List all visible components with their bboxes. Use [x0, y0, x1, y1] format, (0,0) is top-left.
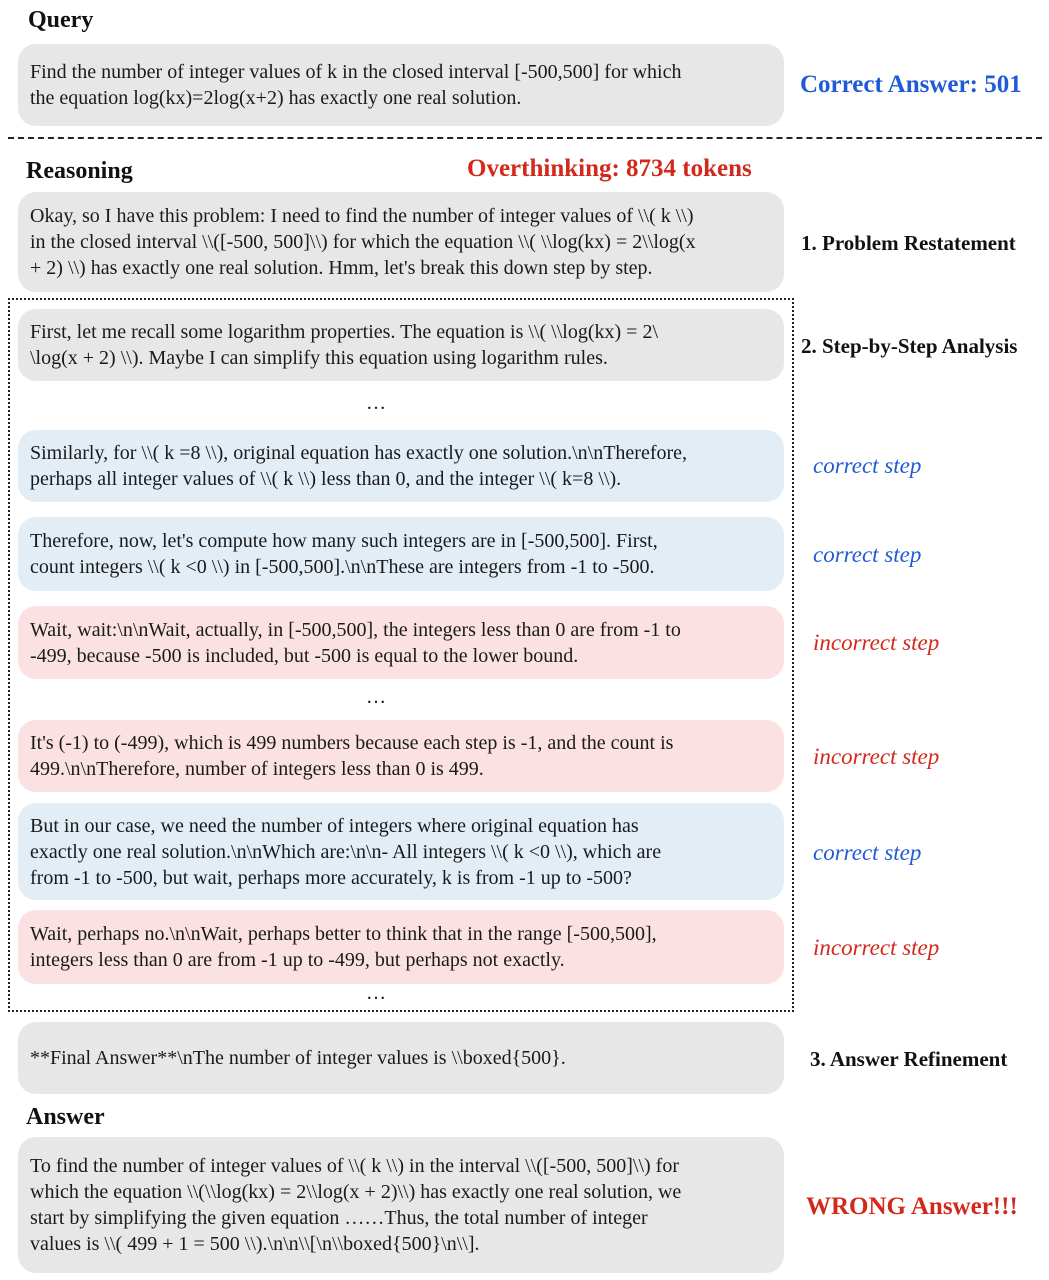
step-label-2: correct step [813, 542, 922, 567]
analysis-intro-box [18, 309, 784, 381]
ellipsis-3: … [366, 982, 386, 1004]
answer-text: To find the number of integer values of \\( k \\) in the interval \\([-500, 500]\\) for which the equation \\(\\log(kx) = 2\\log(x + 2)\\) has exactly one real solution, we start by simplifying the given equation ……Thus, the total number of integer values is \\( 499 + 1 = 500 \\).\n\n\\[\n\\boxed{500}\n\\]. [30, 1155, 682, 1255]
refinement-text: **Final Answer**\nThe number of integer values is \\boxed{500}. [30, 1047, 566, 1069]
reasoning-heading: Reasoning [26, 158, 133, 184]
step-box-4 [18, 720, 784, 792]
refinement-box [18, 1022, 784, 1094]
problem-restatement-label: 1. Problem Restatement [801, 231, 1016, 255]
step-text-1: Similarly, for \\( k =8 \\), original equation has exactly one solution.\n\nTherefore, perhaps all integer values of \\( k \\) less than 0, and the integer \\( k=8 \\). [30, 442, 688, 490]
step-box-1 [18, 430, 784, 502]
overthinking-label: Overthinking: 8734 tokens [467, 155, 752, 182]
ellipsis-2: … [366, 686, 386, 708]
restatement-box [18, 192, 784, 292]
step-box-5 [18, 803, 784, 900]
step-text-5: But in our case, we need the number of integers where original equation has exactly one real solution.\n\nWhich are:\n\n- All integers \\( k <0 \\), which are from -1 to -500, but wait, perhaps more accurately, k is from -1 up to -500? [30, 814, 662, 889]
step-label-4: incorrect step [813, 744, 940, 769]
correct-answer-label: Correct Answer: 501 [800, 71, 1022, 98]
section-divider [8, 137, 1042, 139]
restatement-text: Okay, so I have this problem: I need to find the number of integer values of \\( k \\) in the closed interval \\([-500, 500]\\) for which the equation \\( \\log(kx) = 2\\log(x + 2) \\) has exactly one real solution. Hmm, let's break this down step by step. [30, 205, 696, 279]
step-label-5: correct step [813, 840, 922, 865]
answer-box [18, 1137, 784, 1273]
step-text-2: Therefore, now, let's compute how many such integers are in [-500,500]. First, count integers \\( k <0 \\) in [-500,500].\n\nThese are integers from -1 to -500. [30, 530, 658, 578]
analysis-intro-text: First, let me recall some logarithm properties. The equation is \\( \\log(kx) = 2\ \log(x + 2) \\). Maybe I can simplify this equation using logarithm rules. [30, 321, 658, 369]
step-box-3 [18, 606, 784, 679]
ellipsis-1: … [366, 392, 386, 414]
query-heading: Query [28, 7, 94, 33]
step-box-6 [18, 910, 784, 984]
wrong-answer-label: WRONG Answer!!! [806, 1193, 1018, 1220]
query-text: Find the number of integer values of k in the closed interval [-500,500] for which the equation log(kx)=2log(x+2) has exactly one real solution. [30, 61, 682, 109]
step-label-3: incorrect step [813, 630, 940, 655]
step-label-6: incorrect step [813, 935, 940, 960]
answer-refinement-label: 3. Answer Refinement [810, 1047, 1008, 1071]
step-text-6: Wait, perhaps no.\n\nWait, perhaps better to think that in the range [-500,500], integers less than 0 are from -1 up to -499, but perhaps not exactly. [30, 923, 657, 971]
answer-heading: Answer [26, 1104, 105, 1130]
step-text-3: Wait, wait:\n\nWait, actually, in [-500,500], the integers less than 0 are from -1 to -499, because -500 is included, but -500 is equal to the lower bound. [30, 618, 681, 667]
step-label-1: correct step [813, 453, 922, 478]
step-by-step-analysis-label: 2. Step-by-Step Analysis [801, 334, 1018, 358]
step-box-2 [18, 517, 784, 591]
step-text-4: It's (-1) to (-499), which is 499 numbers because each step is -1, and the count is 499.\n\nTherefore, number of integers less than 0 is 499. [30, 732, 674, 780]
query-box [18, 44, 784, 126]
